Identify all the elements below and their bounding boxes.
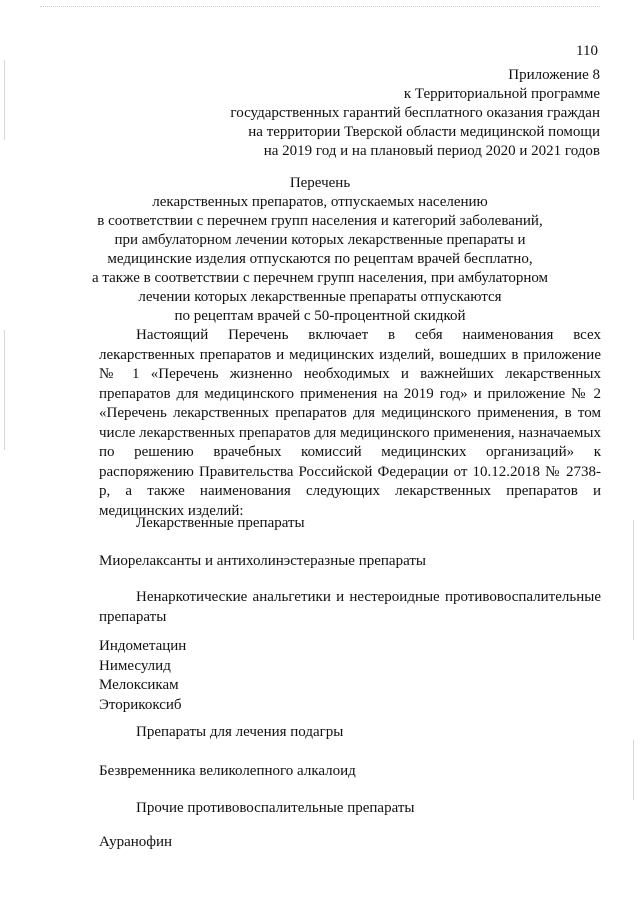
title-line: при амбулаторном лечении которых лекарственные препараты и [114,232,526,248]
gout-heading: Препараты для лечения подагры [136,724,344,740]
title-heading: Перечень [289,175,351,191]
scan-right-edge-mark [633,740,634,800]
approval-line: к Территориальной программе [403,86,600,102]
drugs-heading: Лекарственные препараты [136,515,305,531]
title-line: лечении которых лекарственные препараты отпускаются [138,289,502,305]
approval-line: на территории Тверской области медицинской помощи [248,124,600,140]
nsaid-heading: Ненаркотические анальгетики и нестероидные противовоспалительные препараты [99,589,601,625]
scan-left-edge-mark [4,330,5,450]
other-antiinflammatory-heading: Прочие противовоспалительные препараты [136,800,415,816]
drug-item: Эторикоксиб [99,696,182,713]
scan-right-edge-mark [633,520,634,640]
appendix-approval-block [80,66,600,161]
title-line: по рецептам врачей с 50-процентной скидкой [174,308,466,324]
title-line: медицинские изделия отпускаются по рецептам врачей бесплатно, [107,251,533,267]
page-number: 110 [576,43,598,59]
document-title [40,174,600,326]
intro-section [99,326,601,521]
drug-item: Мелоксикам [99,677,179,693]
approval-line: на 2019 год и на плановый период 2020 и 2021 годов [263,143,600,159]
approval-line: Приложение 8 [508,67,600,83]
other-drug-item: Ауранофин [99,834,173,850]
drug-item: Нимесулид [99,657,171,674]
title-line: а также в соответствии с перечнем групп населения, при амбулаторном [91,270,549,286]
scan-left-edge-mark [4,60,5,140]
title-line: лекарственных препаратов, отпускаемых населению [152,194,488,210]
scan-top-dotted-line [40,6,600,7]
title-line: в соответствии с перечнем групп населения и категорий заболеваний, [97,213,543,229]
gout-drug-item: Безвременника великолепного алкалоид [99,763,356,779]
drug-item: Индометацин [99,638,187,654]
muscle-relaxants-heading: Миорелаксанты и антихолинэстеразные препараты [99,553,426,569]
approval-line: государственных гарантий бесплатного оказания граждан [230,105,600,121]
nsaid-drug-list [99,637,601,715]
intro-paragraph: Настоящий Перечень включает в себя наименования всех лекарственных препаратов и медицинских изделий, вошедших в приложение № 1 «Перечень жизненно необходимых и важнейших лекарственных препаратов для медицинского применения на 2019 год» и приложение № 2 «Перечень лекарственных препаратов для медицинского применения, в том числе лекарственных препаратов для медицинского применения, назначаемых по решению врачебных комиссий медицинских организаций» к распоряжению Правительства Российской Федерации от 10.12.2018 № 2738-р, а также наименования следующих лекарственных препаратов и медицинских изделий: [99,327,601,519]
